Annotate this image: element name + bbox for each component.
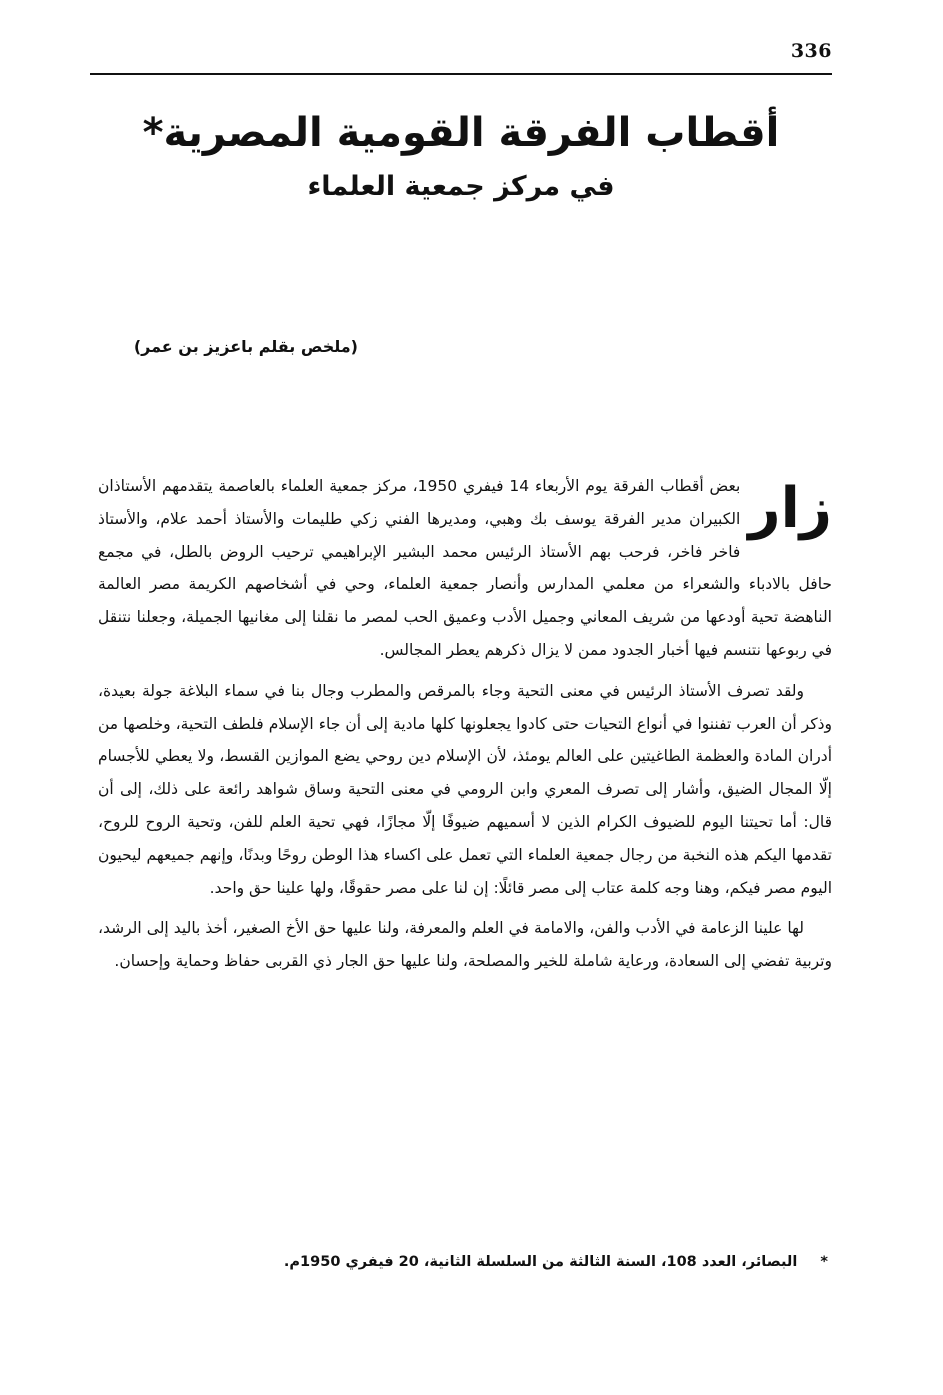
paragraph-2: ولقد تصرف الأستاذ الرئيس في معنى التحية وجاء بالمرقص والمطرب وجال بنا في سماء البلاغة جولة بعيدة، وذكر أن العرب تفننوا في أنواع التحيات حتى كادوا يجعلونها كلها مادية إلى أن جاء الإسلام فلطف التحية، وخلصها من أدران المادة والعظمة الطاغيتين على العالم يومئذ، لأن الإسلام دين روحي يضع الموازين القسط، ولا يعطي للأجسام إلّا المجال الضيق، وأشار إلى تصرف المعري وابن الرومي في معنى التحية وساق شواهد رائعة على ذلك، إلى أن قال: أما تحيتنا اليوم للضيوف الكرام الذين لا أسميهم ضيوفًا إلّا مجازًا، فهي تحية العلم للفن، وتحية الروح للروح، تقدمها اليكم هذه النخبة من رجال جمعية العلماء التي تعمل على اكساء هذا الوطن روحًا وبدنًا، وإنهم جميعهم ليحيون اليوم مصر فيكم، وهنا وجه كلمة عتاب إلى مصر قائلًا: إن لنا على مصر حقوقًا، ولها علينا حق واحد.	[98, 681, 832, 897]
drop-cap: زار	[748, 476, 832, 541]
page-number: 336	[790, 40, 832, 62]
paragraph-1-text: بعض أقطاب الفرقة يوم الأربعاء 14 فيفري 1950، مركز جمعية العلماء بالعاصمة يتقدمهم الأستاذان الكبيران مدير الفرقة يوسف بك وهبي، ومديرها الفني زكي طليمات والأستاذ أحمد علام، والأستاذ فاخر فاخر، فرحب بهم الأستاذ الرئيس محمد البشير الإبراهيمي ترحيب الروض بالطل، في مجمع حافل بالادباء والشعراء من معلمي المدارس وأنصار جمعية العلماء، وحي في أشخاصهم الكريمة مصر العالمة الناهضة تحية أودعها من شريف المعاني وجميل الأدب وعميق الحب لمصر ما نقلنا إلى مغانيها الجميلة، وجعلنا نتنقل في ربوعها نتنسم فيها أخبار الجدود ممن لا يزال ذكرهم يعطر المجالس.	[98, 477, 832, 659]
article-subtitle: في مركز جمعية العلماء	[307, 171, 615, 202]
footnote-mark: *	[820, 1254, 828, 1270]
article-byline: (ملخص بقلم باعزيز بن عمر)	[133, 337, 358, 356]
article-body	[98, 470, 832, 986]
paragraph-1	[98, 470, 832, 667]
article-title: أقطاب الفرقة القومية المصرية*	[142, 110, 780, 156]
footnote-text: البصائر، العدد 108، السنة الثالثة من السلسلة الثانية، 20 فيفري 1950م.	[283, 1254, 798, 1270]
title-block	[90, 100, 832, 208]
header-rule	[90, 73, 832, 75]
footnote	[220, 1254, 828, 1270]
paragraph-3: لها علينا الزعامة في الأدب والفن، والامامة في العلم والمعرفة، ولنا عليها حق الأخ الصغير، أخذ باليد إلى الرشد، وتربية تفضي إلى السعادة، ورعاية شاملة للخير والمصلحة، ولنا عليها حق الجار ذي القربى حفاظ وحماية وإحسان.	[98, 919, 832, 971]
